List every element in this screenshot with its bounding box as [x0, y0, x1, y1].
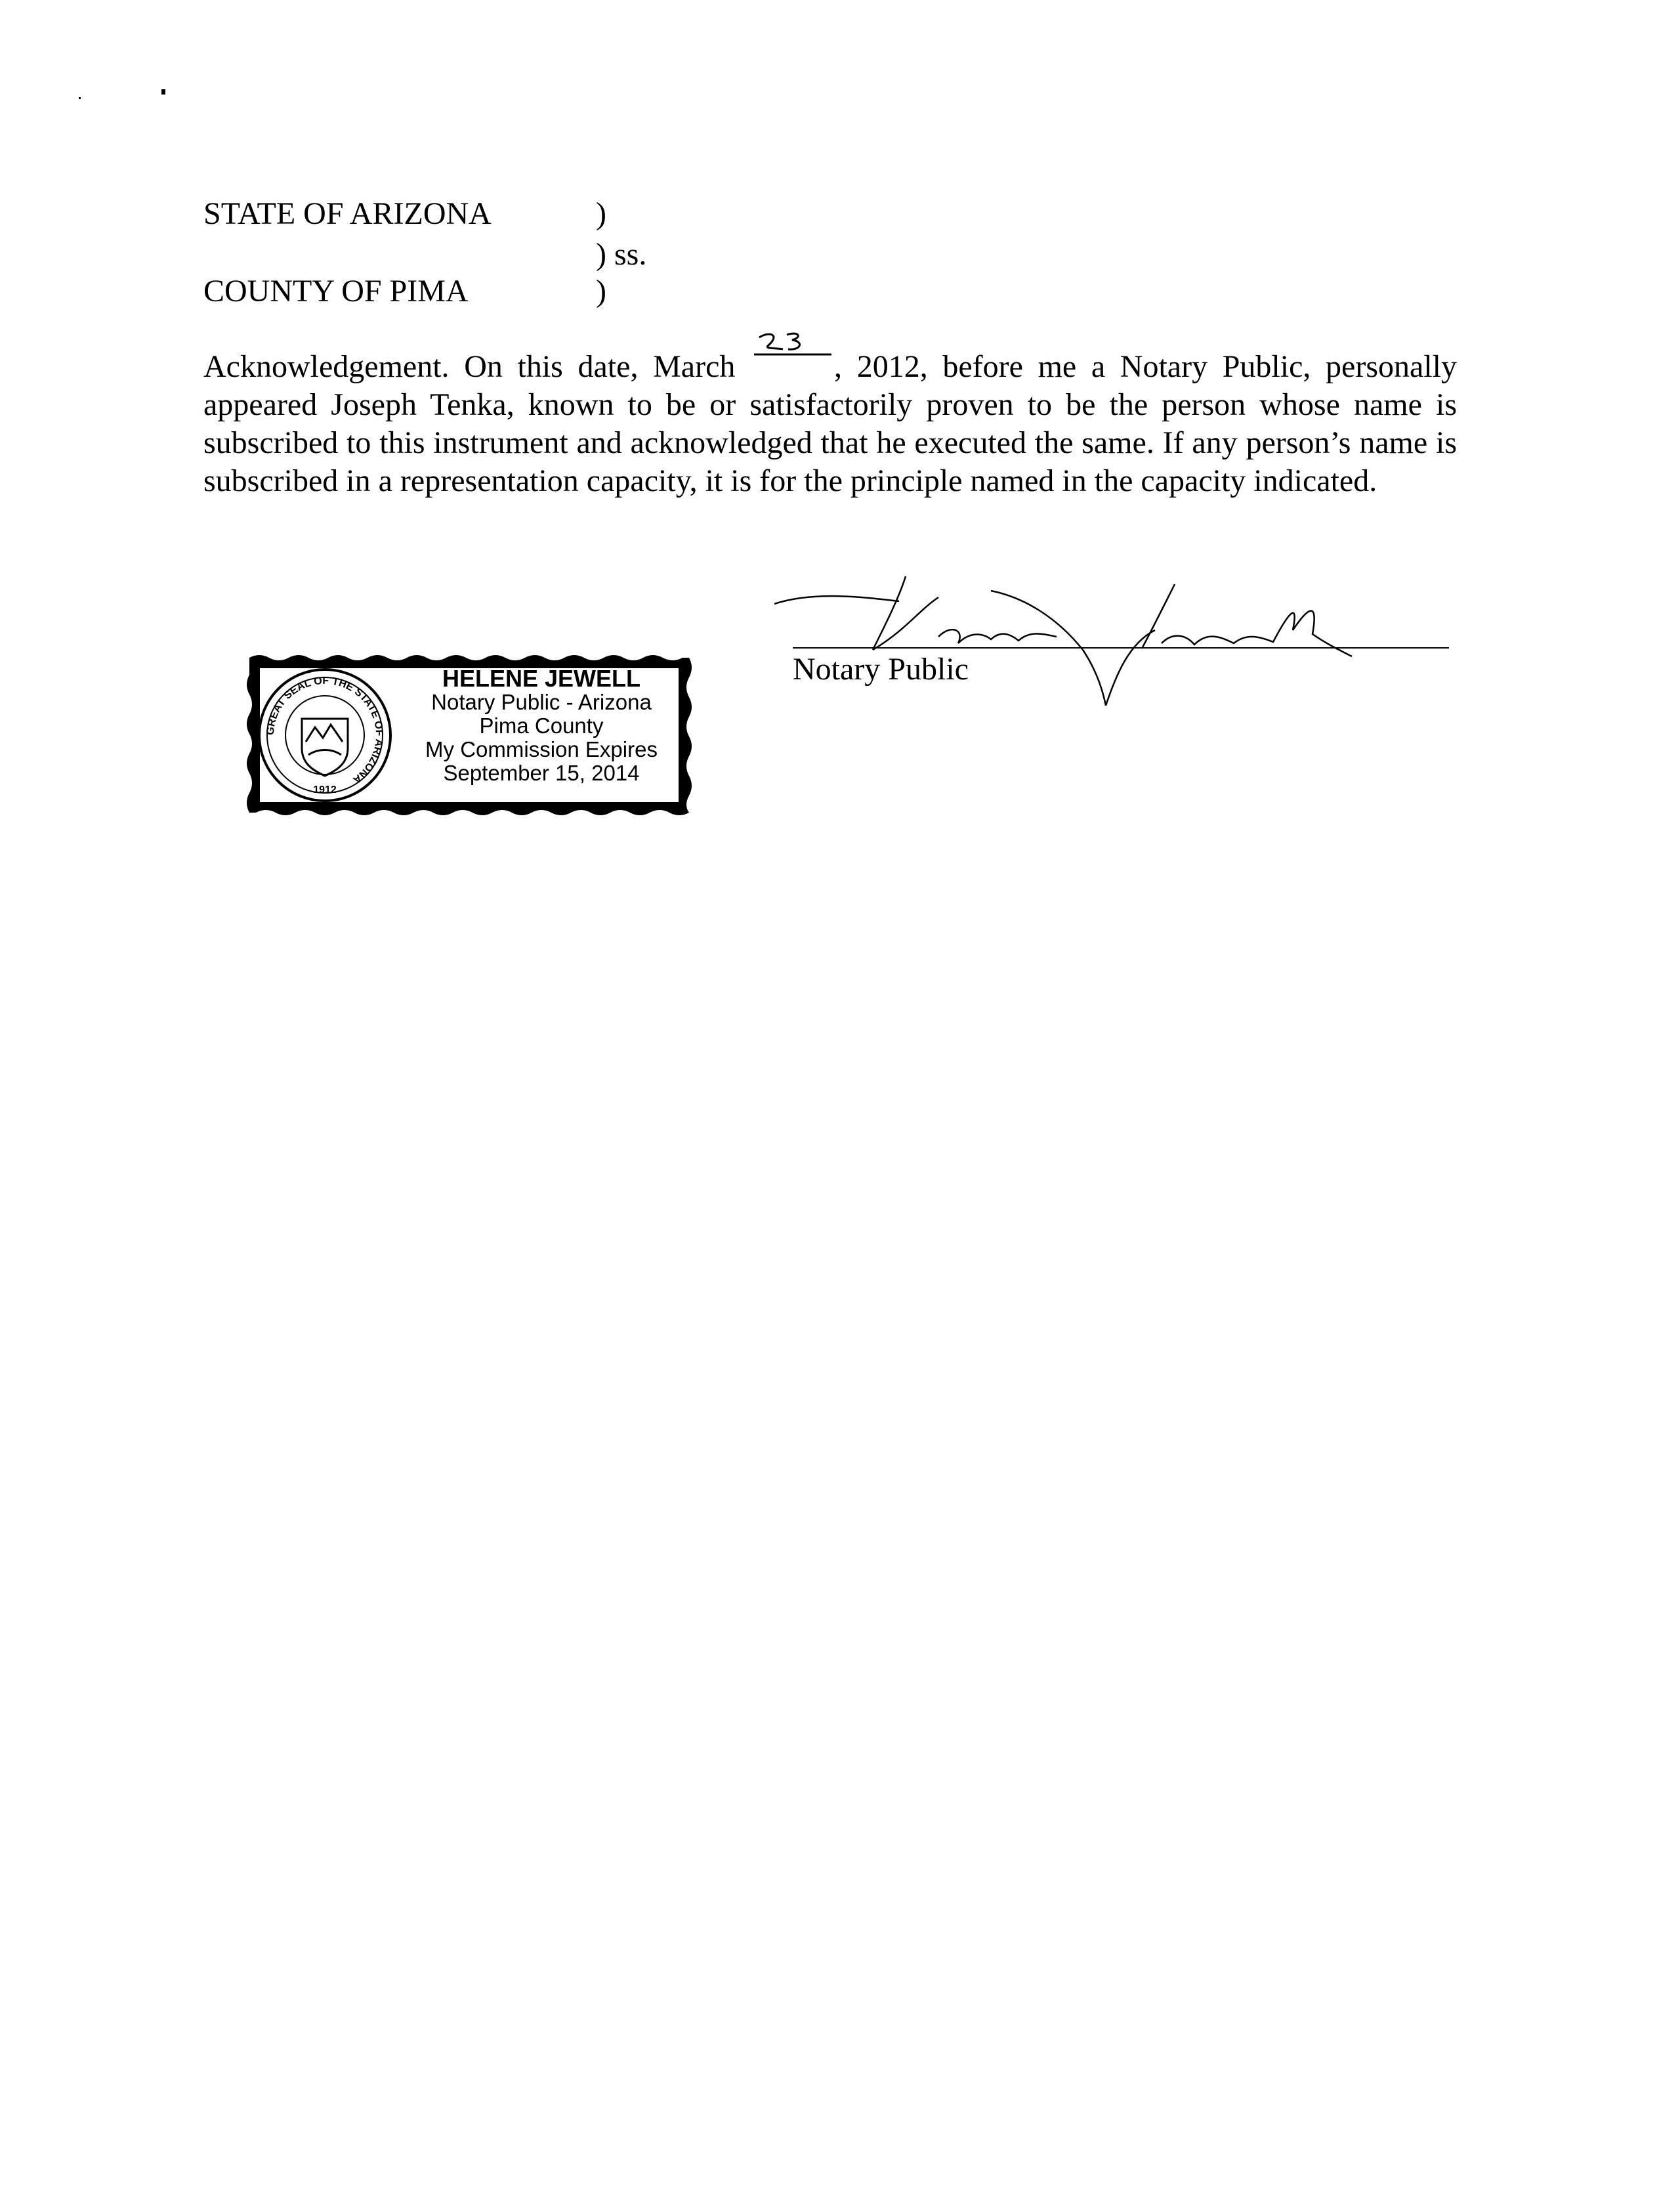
ack-text-before-day: Acknowledgement. On this date, March	[203, 349, 736, 384]
stamp-text-block	[394, 667, 689, 785]
venue-paren-bottom: )	[596, 274, 606, 309]
ack-text-after-day: , 2012, before me a Notary Public, personally appeared Joseph Tenka, known to be or satisfactorily proven to be the person whose name is subscribed to this instrument and acknowledged that he executed the same. If any person’s name is subscribed in a representation capacity, it is for the principle named in the capacity indicated.	[203, 349, 1458, 498]
notary-stamp	[243, 650, 696, 820]
stamp-commission: My Commission Expires	[425, 737, 658, 761]
seal-year: 1912	[313, 784, 337, 796]
signature-line	[793, 647, 1449, 649]
venue-state: STATE OF ARIZONA	[203, 196, 492, 231]
venue-paren-top: )	[596, 196, 606, 231]
seal-text: GREAT SEAL OF THE STATE OF ARIZONA	[264, 675, 385, 786]
stamp-expiration-date: September 15, 2014	[443, 761, 640, 785]
stamp-county: Pima County	[479, 714, 604, 738]
notary-signature	[774, 571, 1365, 715]
stamp-notary-title: Notary Public - Arizona	[431, 690, 652, 714]
scan-speck	[161, 89, 165, 95]
stamp-notary-name: HELENE JEWELL	[442, 665, 641, 692]
venue-county: COUNTY OF PIMA	[203, 274, 469, 309]
scan-speck	[79, 97, 81, 99]
venue-paren-ss: ) ss.	[596, 237, 647, 272]
notary-public-label: Notary Public	[793, 652, 969, 687]
handwritten-day	[750, 351, 834, 377]
acknowledgement-paragraph	[203, 348, 1457, 500]
